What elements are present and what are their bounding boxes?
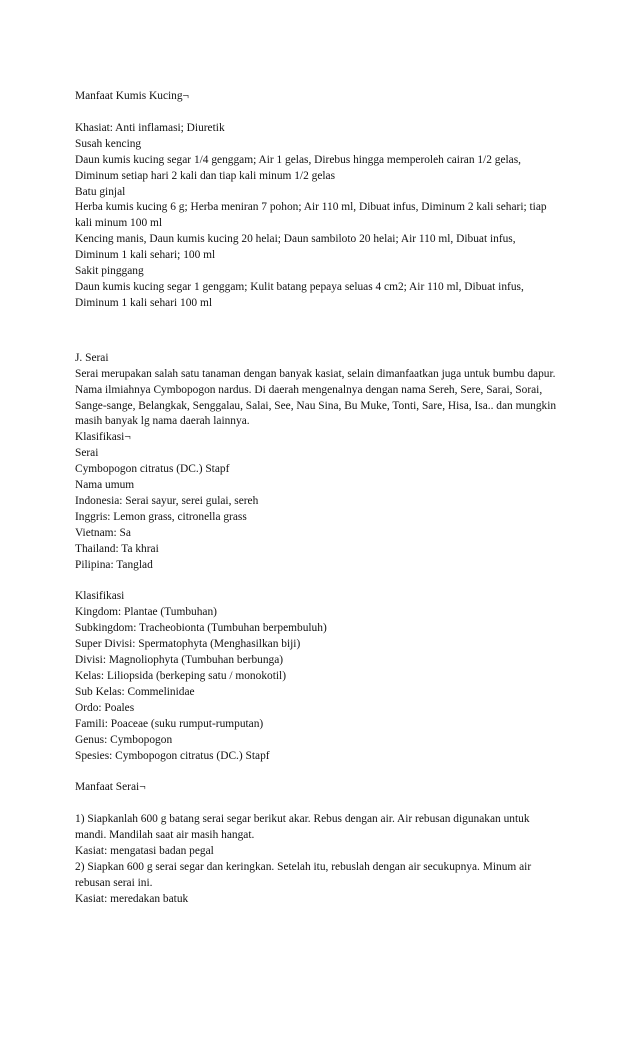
text-line: mandi. Mandilah saat air masih hangat. (75, 829, 255, 842)
text-line: Kelas: Liliopsida (berkeping satu / monokotil) (75, 670, 287, 682)
text-line: Pilipina: Tanglad (75, 558, 153, 571)
text-line: Daun kumis kucing segar 1 genggam; Kulit batang pepaya seluas 4 cm2; Air 110 ml, Dibuat infus, (75, 280, 524, 293)
text-line: Inggris: Lemon grass, citronella grass (75, 510, 247, 523)
text-line: Nama umum (75, 479, 135, 492)
manfaat-serai-heading: Manfaat Serai¬ (75, 781, 146, 794)
text-line: Vietnam: Sa (75, 526, 131, 539)
text-line: Divisi: Magnoliophyta (Tumbuhan berbunga) (75, 654, 284, 667)
text-line: Kencing manis, Daun kumis kucing 20 helai; Daun sambiloto 20 helai; Air 110 ml, Dibuat infus, (75, 233, 516, 246)
text-line: Nama ilmiahnya Cymbopogon nardus. Di daerah mengenalnya dengan nama Sereh, Sere, Sarai, Sorai, (75, 383, 543, 396)
text-line: Khasiat: Anti inflamasi; Diuretik (75, 121, 225, 134)
text-line: Kingdom: Plantae (Tumbuhan) (75, 606, 217, 619)
text-line: Ordo: Poales (75, 701, 135, 714)
text-line: Serai (75, 447, 99, 460)
text-line: Daun kumis kucing segar 1/4 genggam; Air 1 gelas, Direbus hingga memperoleh cairan 1/2 gelas, (75, 153, 522, 166)
text-line: Thailand: Ta khrai (75, 542, 159, 555)
serai-taxonomy (75, 605, 575, 764)
serai-names (75, 446, 575, 573)
text-line: Diminum 1 kali sehari; 100 ml (75, 249, 216, 262)
kumis-kucing-section (75, 121, 575, 312)
text-line: masih banyak lg nama daerah lainnya. (75, 415, 250, 428)
klasifikasi-title: Klasifikasi (75, 590, 125, 603)
text-line: 2) Siapkan 600 g serai segar dan keringkan. Setelah itu, rebuslah dengan air secukupnya. Minum air (75, 861, 532, 874)
text-line: Serai merupakan salah satu tanaman dengan banyak kasiat, selain dimanfaatkan juga untuk bumbu dapur. (75, 367, 556, 380)
document-content (75, 89, 575, 908)
text-line: rebusan serai ini. (75, 876, 153, 889)
manfaat-serai-list (75, 812, 575, 907)
kumis-kucing-heading: Manfaat Kumis Kucing¬ (75, 90, 189, 102)
text-line: 1) Siapkanlah 600 g batang serai segar berikut akar. Rebus dengan air. Air rebusan digunakan untuk (75, 813, 530, 826)
text-line: Spesies: Cymbopogon citratus (DC.) Stapf (75, 749, 270, 762)
text-line: Cymbopogon citratus (DC.) Stapf (75, 463, 230, 476)
text-line: Diminum setiap hari 2 kali dan tiap kali minum 1/2 gelas (75, 169, 336, 182)
klasifikasi-heading: Klasifikasi¬ (75, 431, 131, 444)
text-line: kali minum 100 ml (75, 217, 163, 230)
text-line: Super Divisi: Spermatophyta (Menghasilkan biji) (75, 638, 301, 651)
text-line: Famili: Poaceae (suku rumput-rumputan) (75, 717, 264, 730)
text-line: Subkingdom: Tracheobionta (Tumbuhan berpembuluh) (75, 622, 327, 635)
text-line: Sub Kelas: Commelinidae (75, 685, 195, 698)
text-line: Batu ginjal (75, 185, 126, 198)
text-line: Susah kencing (75, 137, 142, 150)
text-line: Sakit pinggang (75, 265, 144, 278)
text-line: Genus: Cymbopogon (75, 733, 173, 746)
serai-intro (75, 367, 575, 431)
text-line: Diminum 1 kali sehari 100 ml (75, 296, 212, 309)
text-line: Kasiat: mengatasi badan pegal (75, 845, 214, 858)
text-line: Kasiat: meredakan batuk (75, 892, 189, 905)
serai-title: J. Serai (75, 351, 109, 364)
text-line: Indonesia: Serai sayur, serei gulai, sereh (75, 494, 259, 507)
text-line: Herba kumis kucing 6 g; Herba meniran 7 pohon; Air 110 ml, Dibuat infus, Diminum 2 kali sehari; tiap (75, 201, 547, 214)
text-line: Sange-sange, Belangkak, Senggalau, Salai, See, Nau Sina, Bu Muke, Tonti, Sare, Hisa, Isa.. dan mungkin (75, 399, 557, 412)
